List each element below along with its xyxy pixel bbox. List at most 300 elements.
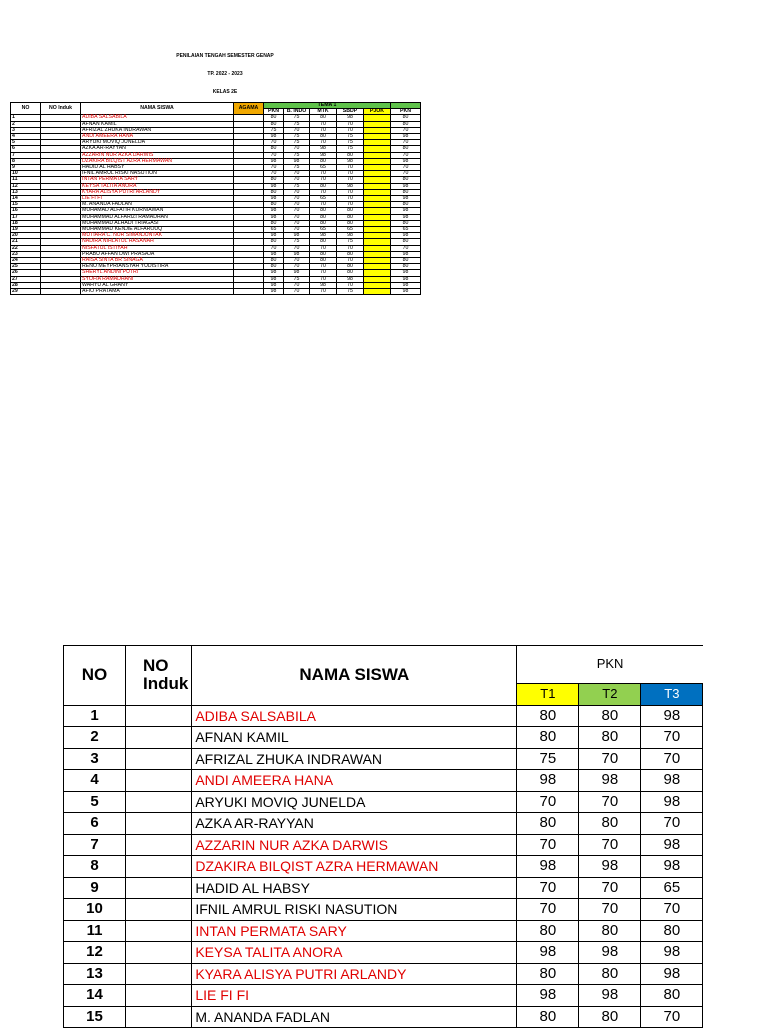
score-cell: 98 <box>284 270 310 276</box>
score-cell: 70 <box>337 121 364 127</box>
row-number: 6 <box>11 146 41 152</box>
induk-cell <box>126 834 192 856</box>
score-cell: 65 <box>391 227 421 233</box>
score-cell: 70 <box>517 899 579 921</box>
score-cell: 80 <box>264 177 284 183</box>
tema-header: TEMA 1 <box>264 103 391 109</box>
induk-cell <box>126 877 192 899</box>
score-cell: 98 <box>641 705 703 727</box>
score-cell: 98 <box>641 834 703 856</box>
score-cell: 80 <box>391 220 421 226</box>
student-name: KEYSA TALITA ANORA <box>192 942 517 964</box>
score-cell: 98 <box>264 276 284 282</box>
score-cell: 80 <box>517 963 579 985</box>
pkn-group-header: PKN <box>517 646 703 684</box>
row-number: 7 <box>64 834 126 856</box>
student-name: AFNAN KAMIL <box>81 121 234 127</box>
score-cell: 98 <box>264 183 284 189</box>
row-number: 3 <box>64 748 126 770</box>
score-cell: 80 <box>264 220 284 226</box>
score-cell: 70 <box>641 748 703 770</box>
score-cell: 70 <box>337 282 364 288</box>
score-cell: 80 <box>391 202 421 208</box>
induk-cell <box>41 289 81 295</box>
row-number: 13 <box>11 189 41 195</box>
score-cell: 80 <box>579 727 641 749</box>
score-cell: 98 <box>579 856 641 878</box>
induk-cell <box>126 748 192 770</box>
row-number: 19 <box>11 227 41 233</box>
row-number: 2 <box>11 121 41 127</box>
score-cell: 70 <box>579 748 641 770</box>
row-number: 12 <box>11 183 41 189</box>
score-cell: 80 <box>391 239 421 245</box>
score-cell: 98 <box>264 208 284 214</box>
score-cell: 70 <box>391 245 421 251</box>
score-cell: 70 <box>264 245 284 251</box>
student-name: M. ANANDA FADLAN <box>81 202 234 208</box>
score-cell: 75 <box>337 140 364 146</box>
score-cell: 80 <box>579 920 641 942</box>
student-name: INTAN PERMATA SARY <box>81 177 234 183</box>
row-number: 9 <box>11 165 41 171</box>
score-cell: 80 <box>310 220 337 226</box>
term-header: T1 <box>517 684 579 706</box>
subject-header: SBDP <box>337 109 364 115</box>
score-cell: 80 <box>264 258 284 264</box>
score-cell: 70 <box>641 899 703 921</box>
score-cell: 98 <box>391 134 421 140</box>
col-nama-header: NAMA SISWA <box>192 646 517 706</box>
score-cell: 70 <box>284 171 310 177</box>
score-cell: 70 <box>264 165 284 171</box>
student-name: DZAKIRA BILQIST AZRA HERMAWAN <box>81 158 234 164</box>
table-row <box>64 877 703 899</box>
row-number: 10 <box>11 171 41 177</box>
row-number: 5 <box>11 140 41 146</box>
table-row <box>64 920 703 942</box>
score-cell: 70 <box>310 202 337 208</box>
student-name: NADIRA NIHLATUL HASANAH <box>81 239 234 245</box>
row-number: 4 <box>64 770 126 792</box>
score-cell: 80 <box>391 258 421 264</box>
score-cell: 80 <box>264 146 284 152</box>
score-cell: 98 <box>391 214 421 220</box>
induk-cell <box>126 813 192 835</box>
score-cell: 75 <box>284 140 310 146</box>
score-cell: 75 <box>284 165 310 171</box>
score-cell: 75 <box>337 239 364 245</box>
score-cell: 98 <box>391 233 421 239</box>
score-cell: 70 <box>337 189 364 195</box>
score-cell: 70 <box>641 727 703 749</box>
score-cell: 75 <box>284 239 310 245</box>
score-cell: 98 <box>264 289 284 295</box>
score-cell: 65 <box>337 227 364 233</box>
score-cell: 80 <box>579 963 641 985</box>
score-cell: 70 <box>337 171 364 177</box>
score-cell: 80 <box>641 920 703 942</box>
row-number: 6 <box>64 813 126 835</box>
score-cell: 70 <box>284 177 310 183</box>
row-number: 2 <box>64 727 126 749</box>
score-cell: 70 <box>310 177 337 183</box>
score-cell: 70 <box>517 791 579 813</box>
subject-header: MTK <box>310 109 337 115</box>
score-cell: 98 <box>641 942 703 964</box>
score-cell: 70 <box>641 1006 703 1028</box>
student-name: HADID AL HABSY <box>81 165 234 171</box>
row-number: 21 <box>11 239 41 245</box>
score-cell: 80 <box>264 189 284 195</box>
score-cell: 80 <box>310 115 337 121</box>
score-cell: 98 <box>337 183 364 189</box>
score-cell: 80 <box>391 115 421 121</box>
student-name: ADIBA SALSABILA <box>81 115 234 121</box>
row-number: 25 <box>11 264 41 270</box>
score-cell: 98 <box>310 146 337 152</box>
score-cell: 98 <box>264 214 284 220</box>
score-cell: 70 <box>284 245 310 251</box>
score-cell <box>364 289 391 295</box>
row-number: 23 <box>11 251 41 257</box>
score-cell: 80 <box>310 214 337 220</box>
induk-cell <box>126 1006 192 1028</box>
student-name: AZZARIN NUR AZKA DARWIS <box>192 834 517 856</box>
score-cell: 98 <box>391 158 421 164</box>
score-cell: 98 <box>337 276 364 282</box>
student-name: NISFATUL ISTIYAH <box>81 245 234 251</box>
table-row <box>64 942 703 964</box>
student-name: ARYUKI MOVIQ JUNELDA <box>192 791 517 813</box>
score-cell: 75 <box>284 276 310 282</box>
student-name: MUHAMMAD ALFARIZI RAMADHAN <box>81 214 234 220</box>
score-cell: 98 <box>641 963 703 985</box>
induk-cell <box>126 856 192 878</box>
score-cell: 98 <box>517 985 579 1007</box>
score-cell: 98 <box>579 985 641 1007</box>
score-cell: 80 <box>391 177 421 183</box>
student-name: MUTIARA C. NUR SIMANJUNTAK <box>81 233 234 239</box>
score-cell: 98 <box>284 251 310 257</box>
row-number: 3 <box>11 127 41 133</box>
score-cell: 98 <box>284 233 310 239</box>
student-name: AFIO PRATAMA <box>81 289 234 295</box>
score-cell: 70 <box>517 834 579 856</box>
table-row <box>64 899 703 921</box>
score-cell: 80 <box>264 115 284 121</box>
agama-cell <box>234 289 264 295</box>
score-cell: 98 <box>391 208 421 214</box>
table-row <box>64 834 703 856</box>
student-name: SHERYL ANDINI PUTRI <box>81 270 234 276</box>
score-cell: 98 <box>579 770 641 792</box>
score-cell: 80 <box>579 705 641 727</box>
row-number: 8 <box>11 158 41 164</box>
student-name: HADID AL HABSY <box>192 877 517 899</box>
row-number: 18 <box>11 220 41 226</box>
student-name: SYOFIA RAMADHANI <box>81 276 234 282</box>
student-name: DZAKIRA BILQIST AZRA HERMAWAN <box>192 856 517 878</box>
student-name: KYARA ALISYA PUTRI ARLANDY <box>192 963 517 985</box>
score-cell: 75 <box>337 289 364 295</box>
score-cell: 98 <box>310 233 337 239</box>
row-number: 12 <box>64 942 126 964</box>
student-name: WAHYU AL GHANY <box>81 282 234 288</box>
score-cell: 98 <box>284 158 310 164</box>
student-name: MUHAMAD ALFATIH KURNIAWAN <box>81 208 234 214</box>
row-number: 22 <box>11 245 41 251</box>
score-cell: 80 <box>337 270 364 276</box>
score-cell: 98 <box>391 196 421 202</box>
score-cell: 80 <box>517 705 579 727</box>
score-cell: 98 <box>517 942 579 964</box>
score-cell: 70 <box>284 214 310 220</box>
score-cell: 80 <box>310 183 337 189</box>
score-cell: 98 <box>264 233 284 239</box>
score-cell: 98 <box>391 183 421 189</box>
row-number: 16 <box>11 208 41 214</box>
score-cell: 80 <box>337 220 364 226</box>
score-cell: 98 <box>264 251 284 257</box>
subject-header: B. INDO <box>284 109 310 115</box>
row-number: 13 <box>64 963 126 985</box>
score-cell: 98 <box>391 282 421 288</box>
score-cell: 98 <box>264 134 284 140</box>
row-number: 5 <box>64 791 126 813</box>
score-cell: 75 <box>284 152 310 158</box>
score-cell: 98 <box>264 270 284 276</box>
score-cell: 70 <box>391 171 421 177</box>
grades-summary-table <box>10 102 421 295</box>
subject-header: PKN <box>264 109 284 115</box>
score-cell: 75 <box>284 134 310 140</box>
student-name: AZZARIN NUR AZKA DARWIS <box>81 152 234 158</box>
row-number: 11 <box>64 920 126 942</box>
score-cell: 75 <box>337 146 364 152</box>
student-name: AFNAN KAMIL <box>192 727 517 749</box>
score-cell: 80 <box>337 214 364 220</box>
student-name: KYARA ALISYA PUTRI ARLANDY <box>81 189 234 195</box>
table-row <box>64 985 703 1007</box>
score-cell: 70 <box>264 140 284 146</box>
score-cell: 80 <box>391 264 421 270</box>
row-number: 17 <box>11 214 41 220</box>
score-cell: 70 <box>517 877 579 899</box>
col-induk-header <box>126 646 192 706</box>
table-row <box>64 770 703 792</box>
score-cell: 98 <box>310 282 337 288</box>
score-cell: 80 <box>310 258 337 264</box>
score-cell: 80 <box>337 251 364 257</box>
subject-header: PKN <box>391 109 421 115</box>
score-cell: 65 <box>641 877 703 899</box>
score-cell: 80 <box>391 189 421 195</box>
row-number: 28 <box>11 282 41 288</box>
row-number: 10 <box>64 899 126 921</box>
row-number: 24 <box>11 258 41 264</box>
score-cell: 70 <box>391 152 421 158</box>
score-cell: 98 <box>391 276 421 282</box>
table-row <box>64 791 703 813</box>
score-cell: 70 <box>284 220 310 226</box>
student-name: AZKA AR-RAYYAN <box>192 813 517 835</box>
sheet-title: PENILAIAN TENGAH SEMESTER GENAP <box>176 53 274 59</box>
score-cell: 98 <box>264 158 284 164</box>
table-row <box>64 1006 703 1028</box>
score-cell: 70 <box>284 258 310 264</box>
score-cell: 70 <box>337 127 364 133</box>
score-cell: 80 <box>579 813 641 835</box>
score-cell: 70 <box>284 202 310 208</box>
subject-header: PJOK <box>364 109 391 115</box>
score-cell: 75 <box>337 134 364 140</box>
score-cell: 70 <box>579 899 641 921</box>
score-cell: 98 <box>391 289 421 295</box>
score-cell: 70 <box>337 258 364 264</box>
table-row <box>64 727 703 749</box>
student-name: M. ANANDA FADLAN <box>192 1006 517 1028</box>
row-number: 1 <box>64 705 126 727</box>
score-cell: 98 <box>264 196 284 202</box>
student-name: ADIBA SALSABILA <box>192 705 517 727</box>
table-row <box>64 748 703 770</box>
score-cell: 98 <box>641 770 703 792</box>
score-cell: 70 <box>337 202 364 208</box>
score-cell: 98 <box>641 791 703 813</box>
row-number: 27 <box>11 276 41 282</box>
row-number: 7 <box>11 152 41 158</box>
score-cell: 65 <box>310 227 337 233</box>
score-cell: 70 <box>337 165 364 171</box>
student-name: ARYUKI MOVIQ JUNELDA <box>81 140 234 146</box>
score-cell: 70 <box>337 245 364 251</box>
score-cell: 80 <box>310 239 337 245</box>
score-cell: 80 <box>517 1006 579 1028</box>
score-cell: 70 <box>264 171 284 177</box>
col-no-header: NO <box>64 646 126 706</box>
row-number: 11 <box>11 177 41 183</box>
score-cell: 75 <box>264 127 284 133</box>
score-cell: 70 <box>391 165 421 171</box>
student-name: AFRIZAL ZHUKA INDRAWAN <box>81 127 234 133</box>
induk-cell <box>126 899 192 921</box>
row-number: 14 <box>64 985 126 1007</box>
score-cell: 75 <box>284 183 310 189</box>
col-induk-header: NO Induk <box>41 103 81 115</box>
score-cell: 70 <box>284 127 310 133</box>
score-cell: 98 <box>264 282 284 288</box>
table-row <box>11 289 421 295</box>
pkn-detail-table <box>63 645 703 1028</box>
score-cell: 98 <box>391 251 421 257</box>
score-cell: 98 <box>641 856 703 878</box>
score-cell: 70 <box>641 813 703 835</box>
score-cell: 70 <box>579 877 641 899</box>
score-cell: 80 <box>310 208 337 214</box>
score-cell: 70 <box>310 264 337 270</box>
induk-cell <box>126 920 192 942</box>
score-cell: 70 <box>284 282 310 288</box>
student-name: IFNIL AMRUL RISKI NASUTION <box>81 171 234 177</box>
score-cell: 80 <box>517 920 579 942</box>
score-cell: 80 <box>517 813 579 835</box>
score-cell: 80 <box>337 152 364 158</box>
score-cell: 70 <box>579 791 641 813</box>
induk-cell <box>126 727 192 749</box>
score-cell: 70 <box>310 121 337 127</box>
row-number: 8 <box>64 856 126 878</box>
student-name: MUHAMMAD ALHADI TRIAGASI <box>81 220 234 226</box>
score-cell: 98 <box>391 270 421 276</box>
student-name: INTAN PERMATA SARY <box>192 920 517 942</box>
score-cell: 80 <box>391 146 421 152</box>
score-cell: 70 <box>310 276 337 282</box>
score-cell: 98 <box>337 115 364 121</box>
student-name: RAISA SINTA BR SINAGA <box>81 258 234 264</box>
induk-line-2: Induk <box>143 674 189 694</box>
score-cell: 98 <box>337 158 364 164</box>
row-number: 14 <box>11 196 41 202</box>
score-cell: 70 <box>310 189 337 195</box>
score-cell: 80 <box>310 251 337 257</box>
row-number: 9 <box>64 877 126 899</box>
score-cell: 80 <box>264 121 284 127</box>
score-cell: 65 <box>264 227 284 233</box>
induk-cell <box>126 963 192 985</box>
score-cell: 98 <box>517 856 579 878</box>
student-name: PRABU AFFAN DWI PRASAJA <box>81 251 234 257</box>
col-agama-header: AGAMA <box>234 103 264 115</box>
col-no-header: NO <box>11 103 41 115</box>
score-cell: 70 <box>284 189 310 195</box>
induk-cell <box>126 705 192 727</box>
score-cell: 98 <box>517 770 579 792</box>
score-cell: 80 <box>310 134 337 140</box>
row-number: 4 <box>11 134 41 140</box>
score-cell: 98 <box>337 233 364 239</box>
student-name: LIE FI FI <box>192 985 517 1007</box>
row-number: 15 <box>11 202 41 208</box>
student-name: AFRIZAL ZHUKA INDRAWAN <box>192 748 517 770</box>
row-number: 26 <box>11 270 41 276</box>
score-cell: 80 <box>264 264 284 270</box>
score-cell: 70 <box>284 146 310 152</box>
score-cell: 70 <box>284 264 310 270</box>
student-name: LIE FI FI <box>81 196 234 202</box>
score-cell: 65 <box>310 165 337 171</box>
score-cell: 70 <box>310 245 337 251</box>
score-cell: 80 <box>641 985 703 1007</box>
score-cell: 80 <box>264 202 284 208</box>
score-cell: 80 <box>310 158 337 164</box>
score-cell: 70 <box>310 127 337 133</box>
score-cell: 65 <box>310 196 337 202</box>
induk-cell <box>126 791 192 813</box>
score-cell: 80 <box>337 264 364 270</box>
score-cell: 70 <box>337 196 364 202</box>
student-name: AZKA AR-RAYYAN <box>81 146 234 152</box>
score-cell: 70 <box>391 140 421 146</box>
score-cell: 70 <box>310 289 337 295</box>
table-row <box>64 705 703 727</box>
student-name: MUHAMMAD KENJIE ALFAROUQ <box>81 227 234 233</box>
table-row <box>64 813 703 835</box>
student-name: ANDI AMEERA HANA <box>192 770 517 792</box>
term-header: T2 <box>579 684 641 706</box>
score-cell: 75 <box>284 121 310 127</box>
score-cell: 80 <box>264 239 284 245</box>
